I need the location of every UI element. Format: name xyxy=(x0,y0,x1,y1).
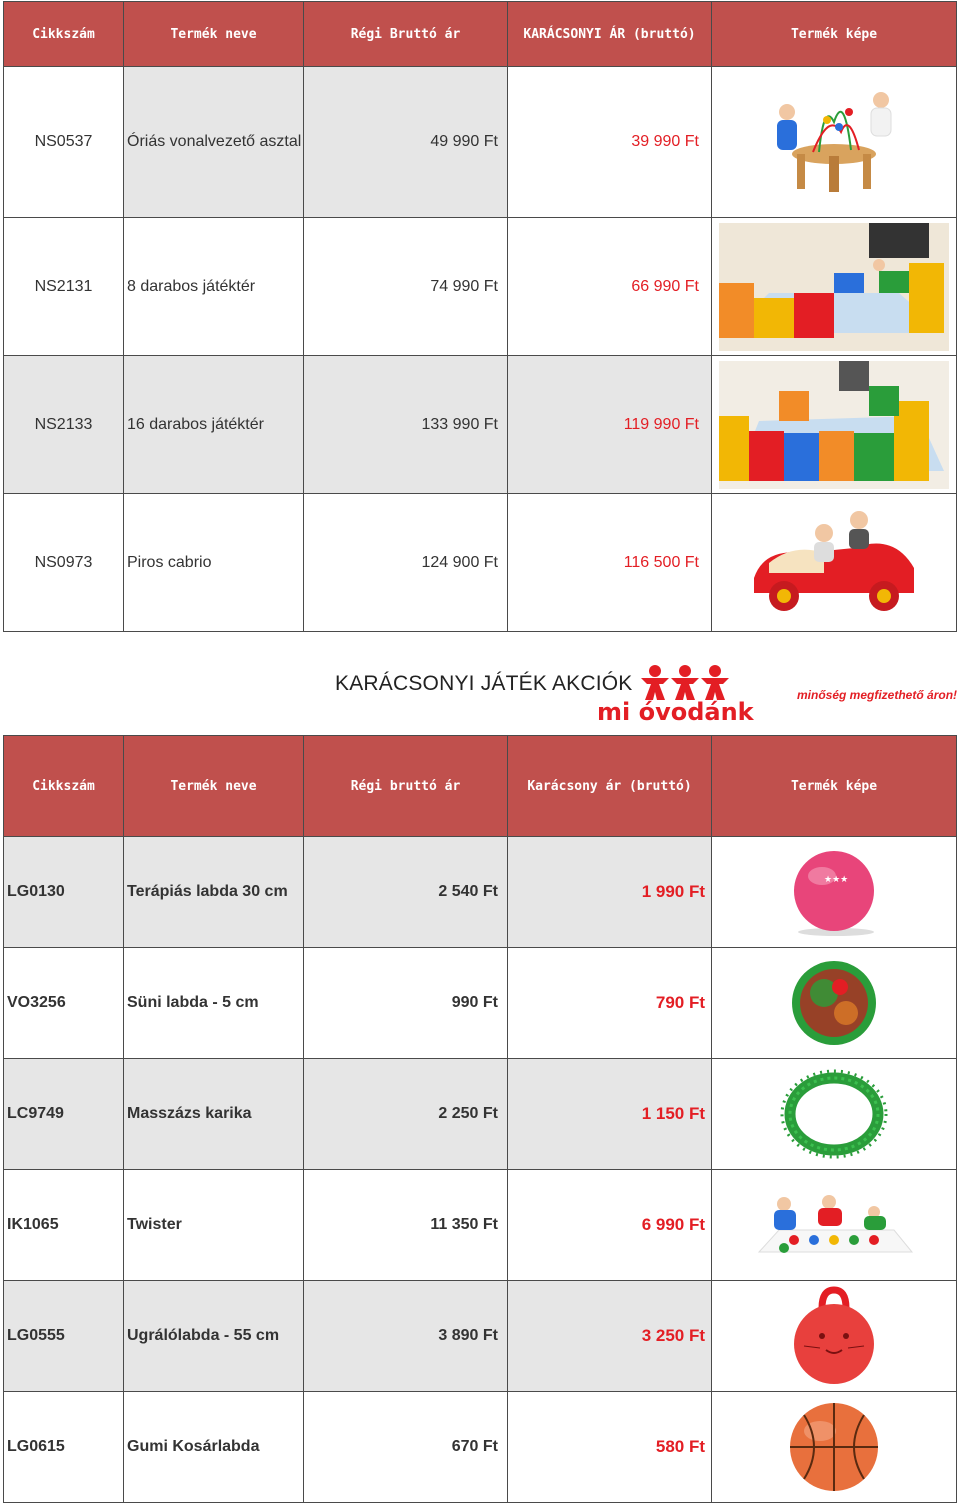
table-row xyxy=(4,1281,957,1392)
product-code: NS2131 xyxy=(4,218,124,356)
christmas-price-table-2 xyxy=(3,735,957,1503)
product-code: LG0615 xyxy=(4,1392,124,1503)
product-code: LC9749 xyxy=(4,1059,124,1170)
christmas-price: 790 Ft xyxy=(508,948,712,1059)
product-image-cell xyxy=(712,1281,957,1392)
product-image-cell xyxy=(712,356,957,494)
product-code: LG0130 xyxy=(4,837,124,948)
logo-text: mi óvodánk xyxy=(597,698,754,724)
product-name: Süni labda - 5 cm xyxy=(124,948,304,1059)
christmas-price: 1 150 Ft xyxy=(508,1059,712,1170)
old-price: 124 900 Ft xyxy=(304,494,508,632)
product-name: Terápiás labda 30 cm xyxy=(124,837,304,948)
table-row xyxy=(4,356,957,494)
old-price: 670 Ft xyxy=(304,1392,508,1503)
mi-ovodank-logo xyxy=(595,662,790,724)
header-name: Termék neve xyxy=(124,736,304,837)
table-row xyxy=(4,1392,957,1503)
product-code: NS0537 xyxy=(4,67,124,218)
product-name: Piros cabrio xyxy=(124,494,304,632)
old-price: 2 540 Ft xyxy=(304,837,508,948)
product-image-cell xyxy=(712,1170,957,1281)
table-row xyxy=(4,1170,957,1281)
header-image: Termék képe xyxy=(712,736,957,837)
product-image-cell xyxy=(712,1059,957,1170)
header-code: Cikkszám xyxy=(4,736,124,837)
christmas-price: 580 Ft xyxy=(508,1392,712,1503)
product-code: NS0973 xyxy=(4,494,124,632)
christmas-price: 3 250 Ft xyxy=(508,1281,712,1392)
product-name: Ugrálólabda - 55 cm xyxy=(124,1281,304,1392)
christmas-price: 6 990 Ft xyxy=(508,1170,712,1281)
banner-title: KARÁCSONYI JÁTÉK AKCIÓK xyxy=(335,672,633,695)
product-name: Óriás vonalvezető asztal xyxy=(124,67,304,218)
old-price: 990 Ft xyxy=(304,948,508,1059)
old-price: 3 890 Ft xyxy=(304,1281,508,1392)
play-fence-16-picture xyxy=(719,361,949,489)
old-price: 49 990 Ft xyxy=(304,67,508,218)
twister-picture xyxy=(754,1190,914,1260)
header-name: Termék neve xyxy=(124,2,304,67)
product-code: IK1065 xyxy=(4,1170,124,1281)
table-row xyxy=(4,67,957,218)
table-row xyxy=(4,494,957,632)
table-row xyxy=(4,1059,957,1170)
product-code: NS2133 xyxy=(4,356,124,494)
product-name: 16 darabos játéktér xyxy=(124,356,304,494)
product-name: Gumi Kosárlabda xyxy=(124,1392,304,1503)
product-image-cell xyxy=(712,948,957,1059)
product-image-cell xyxy=(712,67,957,218)
christmas-price: 66 990 Ft xyxy=(508,218,712,356)
product-name: Masszázs karika xyxy=(124,1059,304,1170)
christmas-price: 1 990 Ft xyxy=(508,837,712,948)
product-code: LG0555 xyxy=(4,1281,124,1392)
header-image: Termék képe xyxy=(712,2,957,67)
product-image-cell xyxy=(712,494,957,632)
old-price: 11 350 Ft xyxy=(304,1170,508,1281)
banner-slogan: minőség megfizethető áron! xyxy=(797,688,958,702)
bead-maze-table-picture xyxy=(769,82,899,202)
header-new-price: Karácsony ár (bruttó) xyxy=(508,736,712,837)
brand-logo xyxy=(595,662,790,724)
hopper-ball-picture xyxy=(784,1286,884,1386)
product-name: 8 darabos játéktér xyxy=(124,218,304,356)
table-header-row xyxy=(4,2,957,67)
red-cabrio-picture xyxy=(744,508,924,618)
table-row xyxy=(4,837,957,948)
christmas-price-table-1 xyxy=(3,1,957,632)
koosh-ball-picture xyxy=(784,957,884,1049)
table-header-row xyxy=(4,736,957,837)
christmas-price: 39 990 Ft xyxy=(508,67,712,218)
product-code: VO3256 xyxy=(4,948,124,1059)
promo-banner xyxy=(0,660,960,730)
table-row xyxy=(4,948,957,1059)
product-image-cell xyxy=(712,1392,957,1503)
old-price: 74 990 Ft xyxy=(304,218,508,356)
header-old-price: Régi Bruttó ár xyxy=(304,2,508,67)
svg-text:★★★: ★★★ xyxy=(824,875,849,885)
basketball-picture xyxy=(784,1397,884,1497)
table-row xyxy=(4,218,957,356)
play-fence-8-picture xyxy=(719,223,949,351)
old-price: 133 990 Ft xyxy=(304,356,508,494)
christmas-price: 116 500 Ft xyxy=(508,494,712,632)
pink-ball-picture xyxy=(784,846,884,938)
product-image-cell xyxy=(712,837,957,948)
massage-ring-picture xyxy=(779,1069,889,1159)
product-image-cell xyxy=(712,218,957,356)
old-price: 2 250 Ft xyxy=(304,1059,508,1170)
header-new-price: KARÁCSONYI ÁR (bruttó) xyxy=(508,2,712,67)
christmas-price: 119 990 Ft xyxy=(508,356,712,494)
product-name: Twister xyxy=(124,1170,304,1281)
header-code: Cikkszám xyxy=(4,2,124,67)
header-old-price: Régi bruttó ár xyxy=(304,736,508,837)
